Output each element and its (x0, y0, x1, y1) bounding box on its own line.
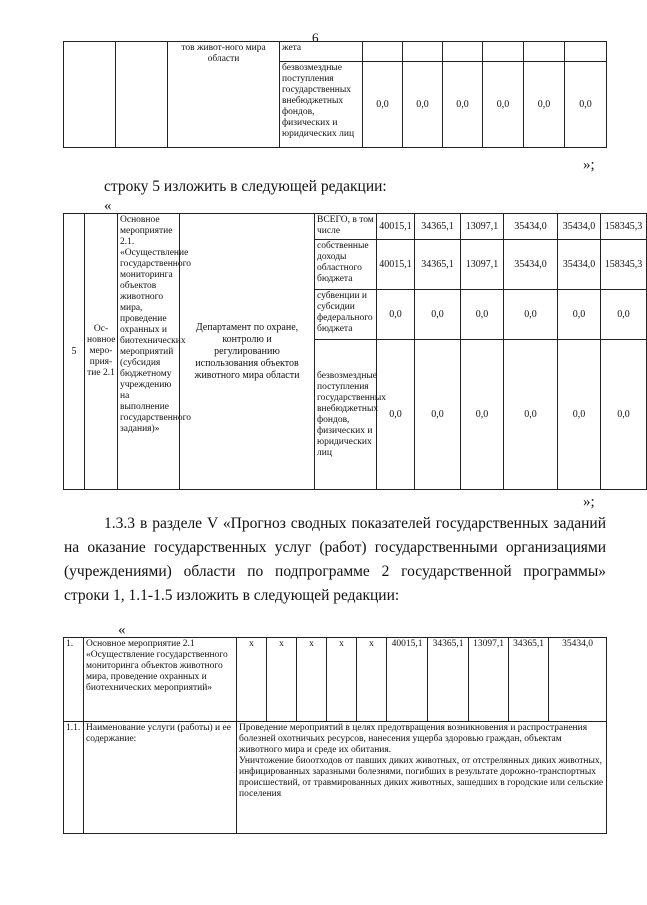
value-cell: 158345,3 (601, 240, 647, 290)
row-number: 1.1. (64, 722, 84, 834)
value-cell: 0,0 (504, 290, 558, 340)
value-cell: 0,0 (377, 340, 415, 490)
value-cell: 0,0 (461, 340, 504, 490)
x-mark: x (327, 638, 357, 722)
value-cell: 35434,0 (549, 638, 607, 722)
source-total: ВСЕГО, в том числе (315, 214, 377, 240)
row-number: 5 (64, 214, 85, 490)
value-cell: 0,0 (558, 290, 601, 340)
table-continuation (63, 41, 607, 148)
paragraph-block (64, 512, 606, 608)
x-mark: x (267, 638, 297, 722)
measure-description: Основное мероприятие 2.1 «Осуществление государственного мониторинга объектов животного мира, проведение охранных и биотехнических мероприятий» (84, 638, 237, 722)
source-federal-budget: субвенции и субсидии федерального бюджета (315, 290, 377, 340)
value-cell: 40015,1 (387, 638, 428, 722)
value-cell: 0,0 (415, 290, 461, 340)
table-section-v (63, 637, 607, 834)
value-cell: 35434,0 (504, 214, 558, 240)
measure-description: Основное мероприятие 2.1. «Осуществление государственного мониторинга объектов животного мира, проведение охранных и биотехнических мероприятий (субсидия бюджетному учреждению на выполнение государственного задания)» (118, 214, 180, 490)
service-text-2: Уничтожение биоотходов от павших диких животных, от отстрелянных диких животных, инфицированных заразными болезнями, погибших в результате дорожно-транспортных происшествий, от травмированных диких животных, зашедших в городские или сельские поселения (239, 756, 604, 799)
value-cell: 35434,0 (558, 214, 601, 240)
value-cell: 13097,1 (461, 240, 504, 290)
value-cell: 0,0 (601, 290, 647, 340)
instruction-line: строку 5 изложить в следующей редакции: (104, 178, 387, 195)
program-name-fragment: тов живот-ного мира области (168, 42, 280, 148)
row-number: 1. (64, 638, 84, 722)
source-fragment: жета (280, 42, 363, 62)
service-label: Наименование услуги (работы) и ее содержание: (84, 722, 237, 834)
source-extrabudgetary: безвозмездные поступления государственных внебюджетных фондов, физических и юридических лиц (315, 340, 377, 490)
value-cell: 35434,0 (504, 240, 558, 290)
service-text-1: Проведение мероприятий в целях предотвращения возникновения и распространения болезней охотничьих ресурсов, нанесения ущерба здоровью граждан, объектам животного мира и среде их обитания. (239, 723, 588, 755)
value-cell: 158345,3 (601, 214, 647, 240)
value-cell: 0,0 (558, 340, 601, 490)
source-extrabudgetary: безвозмездные поступления государственных внебюджетных фондов, физических и юридических лиц (280, 62, 363, 148)
value-cell: 0,0 (524, 62, 565, 148)
value-cell: 0,0 (565, 62, 607, 148)
value-cell: 0,0 (363, 62, 403, 148)
value-cell: 34365,1 (415, 240, 461, 290)
quote-open: « (104, 198, 112, 214)
value-cell: 13097,1 (469, 638, 509, 722)
cell-empty (116, 42, 168, 148)
value-cell: 0,0 (461, 290, 504, 340)
value-cell: 40015,1 (377, 214, 415, 240)
value-cell: 13097,1 (461, 214, 504, 240)
value-cell: 0,0 (377, 290, 415, 340)
value-cell: 0,0 (483, 62, 524, 148)
page-number: 6 (312, 30, 319, 45)
service-content (237, 722, 607, 834)
cell-empty (64, 42, 116, 148)
value-cell: 34365,1 (509, 638, 549, 722)
source-regional-budget: собственные доходы областного бюджета (315, 240, 377, 290)
value-cell: 0,0 (443, 62, 483, 148)
paragraph-text: 1.3.3 в разделе V «Прогноз сводных показателей государственных заданий на оказание государственных услуг (работ) государственными организациями (учреждениями) области по подпрограмме 2 государственной программы» строки 1, 1.1-1.5 изложить в следующей редакции: (64, 515, 606, 604)
quote-open: « (118, 622, 126, 638)
value-cell: 35434,0 (558, 240, 601, 290)
value-cell: 0,0 (403, 62, 443, 148)
quote-close: »; (583, 494, 595, 510)
measure-name: Ос-новное меро-прия-тие 2.1 (85, 214, 118, 490)
executor: Департамент по охране, контролю и регулированию использования объектов животного мира области (180, 214, 315, 490)
value-cell: 40015,1 (377, 240, 415, 290)
value-cell: 34365,1 (428, 638, 469, 722)
value-cell: 0,0 (504, 340, 558, 490)
x-mark: x (297, 638, 327, 722)
value-cell: 0,0 (601, 340, 647, 490)
table-row5 (63, 213, 647, 490)
quote-close: »; (583, 157, 595, 173)
value-cell: 34365,1 (415, 214, 461, 240)
value-cell: 0,0 (415, 340, 461, 490)
x-mark: x (237, 638, 267, 722)
x-mark: x (357, 638, 387, 722)
